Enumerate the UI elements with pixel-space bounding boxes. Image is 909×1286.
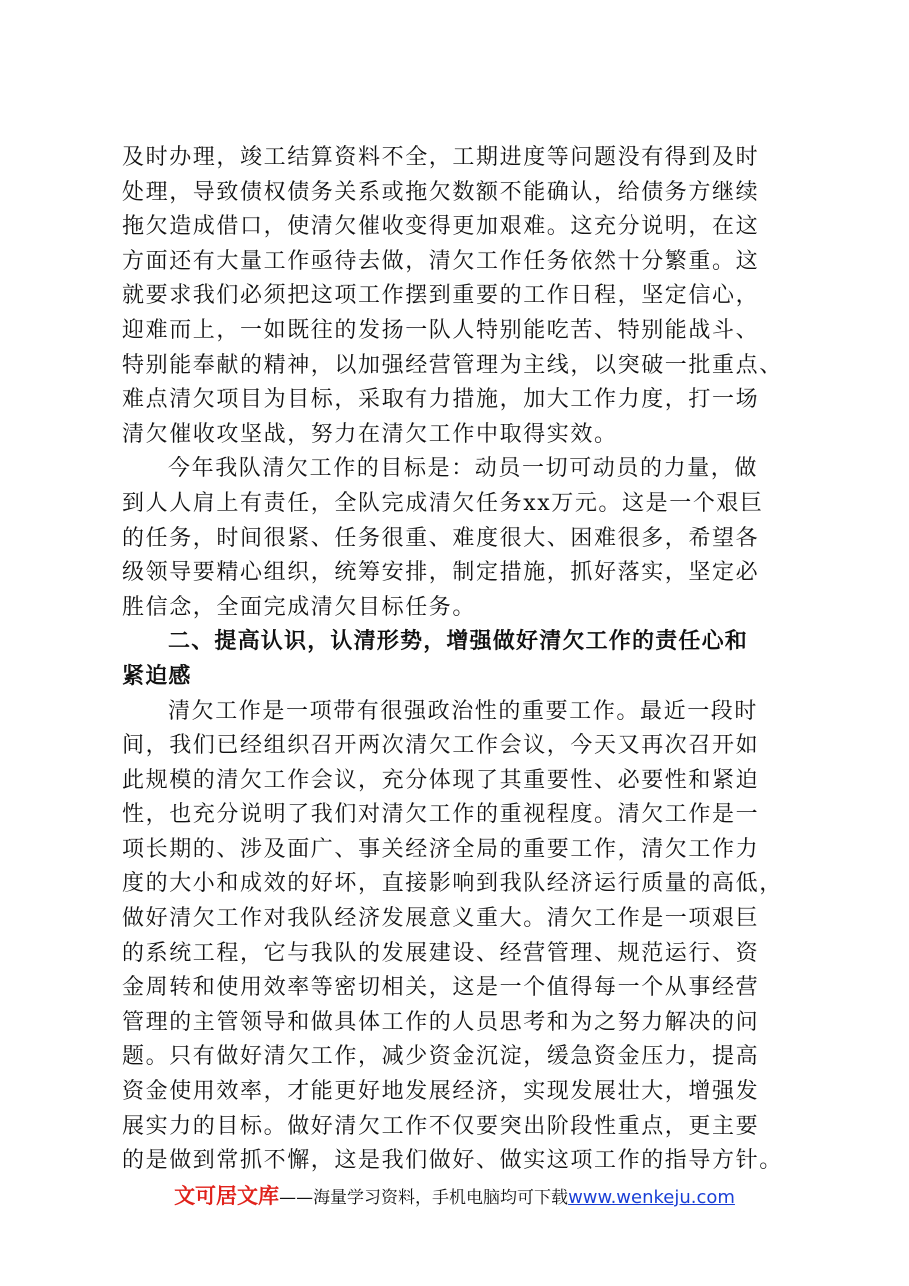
text-line: 特别能奉献的精神，以加强经营管理为主线，以突破一批重点、 [122,352,783,378]
text-line: 处理，导致债权债务关系或拖欠数额不能确认，给债务方继续 [122,179,760,205]
text-line: 题。只有做好清欠工作，减少资金沉淀，缓急资金压力，提高 [122,1044,760,1070]
paragraph-first-line: 今年我队清欠工作的目标是：动员一切可动员的力量，做 [168,456,759,482]
text-line: 拖欠造成借口，使清欠催收变得更加艰难。这充分说明，在这 [122,214,760,240]
text-line: 度的大小和成效的好坏，直接影响到我队经济运行质量的高低， [122,871,783,897]
footer-banner [0,1180,909,1210]
text-line: 就要求我们必须把这项工作摆到重要的工作日程，坚定信心， [122,283,760,309]
text-line: 间，我们已经组织召开两次清欠工作会议，今天又再次召开如 [122,733,760,759]
text-line: 级领导要精心组织，统筹安排，制定措施，抓好落实，坚定必 [122,560,760,586]
text-line: 管理的主管领导和做具体工作的人员思考和为之努力解决的问 [122,1009,760,1035]
footer-tagline: ——海量学习资料，手机电脑均可下载 [279,1188,569,1208]
section-heading: 二、提高认识，认清形势，增强做好清欠工作的责任心和 [168,629,749,655]
text-line: 资金使用效率，才能更好地发展经济，实现发展壮大，增强发 [122,1079,760,1105]
text-line: 的是做到常抓不懈，这是我们做好、做实这项工作的指导方针。 [122,1148,783,1174]
text-line: 迎难而上，一如既往的发扬一队人特别能吃苦、特别能战斗、 [122,317,760,343]
text-line: 展实力的目标。做好清欠工作不仅要突出阶段性重点，更主要 [122,1113,760,1139]
document-body [122,141,822,1179]
text-line: 项长期的、涉及面广、事关经济全局的重要工作，清欠工作力 [122,836,760,862]
footer-brand: 文可居文库 [174,1184,280,1208]
text-line: 及时办理，竣工结算资料不全，工期进度等问题没有得到及时 [122,145,760,170]
text-line: 金周转和使用效率等密切相关，这是一个值得每一个从事经营 [122,975,760,1001]
text-line: 此规模的清欠工作会议，充分体现了其重要性、必要性和紧迫 [122,767,760,793]
text-line: 的任务，时间很紧、任务很重、难度很大、困难很多，希望各 [122,525,760,551]
paragraph-first-line: 清欠工作是一项带有很强政治性的重要工作。最近一段时 [168,698,759,724]
text-line: 方面还有大量工作亟待去做，清欠工作任务依然十分繁重。这 [122,248,760,274]
text-line: 难点清欠项目为目标，采取有力措施，加大工作力度，打一场 [122,387,760,413]
text-line: 胜信念，全面完成清欠目标任务。 [122,594,477,620]
text-line: 清欠催收攻坚战，努力在清欠工作中取得实效。 [122,421,618,447]
footer-website-link[interactable]: www.wenkeju.com [568,1187,735,1208]
text-line: 性，也充分说明了我们对清欠工作的重视程度。清欠工作是一 [122,802,760,828]
text-line: 到人人肩上有责任，全队完成清欠任务xx万元。这是一个艰巨 [122,490,764,516]
text-line: 的系统工程，它与我队的发展建设、经营管理、规范运行、资 [122,940,760,966]
section-heading-continued: 紧迫感 [122,663,192,689]
text-line: 做好清欠工作对我队经济发展意义重大。清欠工作是一项艰巨 [122,906,760,932]
